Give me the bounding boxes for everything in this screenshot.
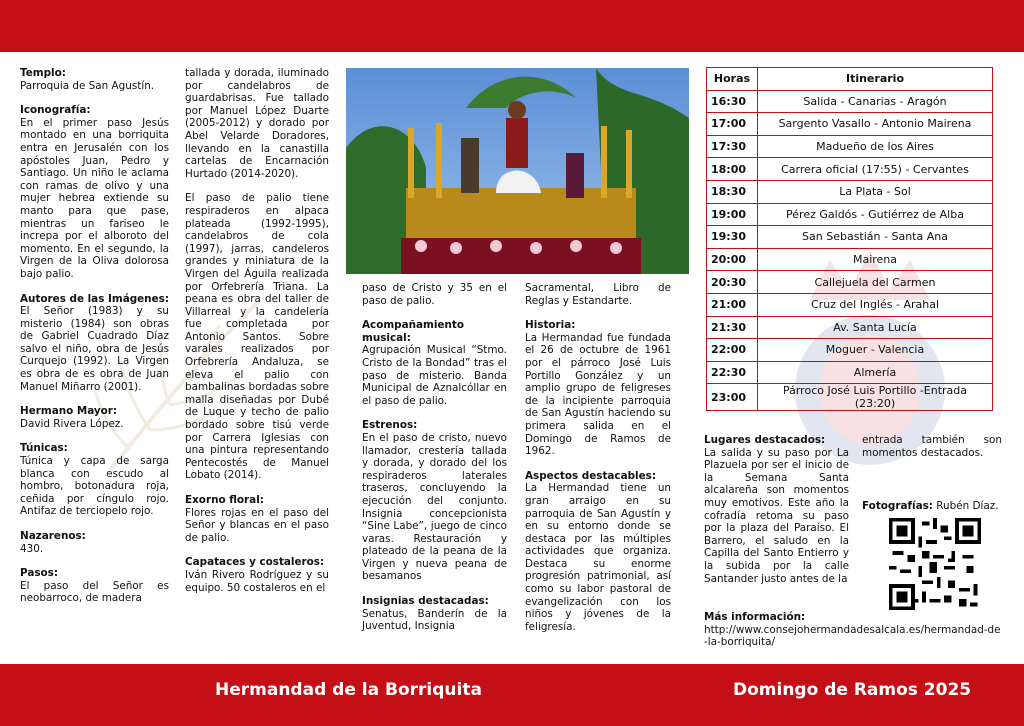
tunicas-section bbox=[20, 442, 169, 518]
table-row bbox=[707, 293, 993, 316]
exorno-text: Flores rojas en el paso del Señor y blancas en el paso de palio. bbox=[185, 506, 329, 544]
table-row bbox=[707, 226, 993, 249]
historia-heading: Historia: bbox=[525, 319, 576, 332]
footer-date-title: Domingo de Ramos 2025 bbox=[733, 680, 972, 700]
lugares-text: La salida y su paso por La Plazuela por ser el inicio de la Semana Santa alcalareña son momentos muy emotivos. Este año la cofradía retoma su paso por la plaza del Paraíso. El Barrero, el saludo en la Capilla del Santo Entierro y la subida por la calle Santander justo antes de la bbox=[704, 446, 849, 585]
lugar-cell: San Sebastián - Santa Ana bbox=[758, 226, 993, 249]
table-row bbox=[707, 361, 993, 384]
lugar-cell: Salida - Canarias - Aragón bbox=[758, 90, 993, 113]
hora-cell: 17:00 bbox=[707, 113, 758, 136]
table-row bbox=[707, 158, 993, 181]
column-1 bbox=[20, 67, 169, 617]
column-3 bbox=[362, 282, 507, 645]
hora-cell: 18:30 bbox=[707, 180, 758, 203]
hora-cell: 22:30 bbox=[707, 361, 758, 384]
tunicas-heading: Túnicas: bbox=[20, 442, 68, 455]
hermano-mayor-section bbox=[20, 405, 169, 430]
pasos-text: El paso del Señor es neobarroco, de madera bbox=[20, 579, 169, 605]
lugar-cell: Pérez Galdós - Gutiérrez de Alba bbox=[758, 203, 993, 226]
column-4 bbox=[525, 282, 671, 645]
itinerary-table bbox=[706, 67, 993, 411]
lugar-cell: Sargento Vasallo - Antonio Mairena bbox=[758, 113, 993, 136]
nazarenos-text: 430. bbox=[20, 542, 44, 555]
hora-cell: 18:00 bbox=[707, 158, 758, 181]
templo-section bbox=[20, 67, 169, 92]
iconografia-heading: Iconografía: bbox=[20, 104, 91, 117]
lugar-cell: Párroco José Luis Portillo -Entrada (23:20) bbox=[758, 384, 993, 411]
footer-hermandad-title: Hermandad de la Borriquita bbox=[215, 680, 482, 700]
mas-informacion-link[interactable]: http://www.consejohermandadesalcala.es/hermandad-de-la-borriquita/ bbox=[704, 623, 1001, 649]
mas-informacion-heading: Más información: bbox=[704, 611, 806, 623]
qr-code-icon[interactable] bbox=[889, 518, 981, 610]
pasos-section bbox=[20, 567, 169, 605]
aspectos-text: La Hermandad tiene un gran arraigo en su parroquia de San Agustín y en su entorno donde se destaca por las múltiples actividades que organiza. Destaca su enorme progresión patrimonial, así como su labor pastoral de evangelización con los niños y jóvenes de la feligresía. bbox=[525, 482, 671, 633]
table-row bbox=[707, 203, 993, 226]
costaleros-continued-text: paso de Cristo y 35 en el paso de palio. bbox=[362, 282, 507, 307]
templo-text: Parroquia de San Agustín. bbox=[20, 79, 155, 92]
lugares-section bbox=[704, 434, 849, 585]
table-row bbox=[707, 271, 993, 294]
table-row bbox=[707, 90, 993, 113]
mas-informacion-section bbox=[704, 611, 1004, 649]
nazarenos-section bbox=[20, 530, 169, 555]
lugar-cell: Moguer - Valencia bbox=[758, 339, 993, 362]
hora-cell: 23:00 bbox=[707, 384, 758, 411]
hora-cell: 22:00 bbox=[707, 339, 758, 362]
iconografia-section bbox=[20, 104, 169, 280]
palio-text: El paso de palio tiene respiraderos en alpaca plateada (1992-1995), candelabros de cola (1997), jarras, candeleros grandes y miniatura de la Virgen del Águila realizada por Orfebrería Triana. La peana es obra del taller de Villarreal y la candelería fue completada por Antonio Santos. Sobre varales realizados por Orfebrería Andaluza, se eleva el palio con bambalinas bordadas sobre malla diseñadas por Dubé de Luque y techo de palio bordado sobre tisú verde por Carrera Iglesias con una pintura representando Pentecostés de Manuel Lobato (2014). bbox=[185, 192, 329, 482]
table-row bbox=[707, 180, 993, 203]
hora-cell: 19:00 bbox=[707, 203, 758, 226]
lugares-heading: Lugares destacados: bbox=[704, 434, 826, 446]
hora-cell: 19:30 bbox=[707, 226, 758, 249]
insignias-section bbox=[362, 595, 507, 633]
fotografias-credit bbox=[862, 500, 1002, 513]
capataces-text: Iván Rivero Rodríguez y su equipo. 50 costaleros en el bbox=[185, 568, 329, 594]
iconografia-text: En el primer paso Jesús montado en una borriquita entra en Jerusalén con los apóstoles Juan, Pedro y Santiago. Un niño le aclama con ramas de olivo y una mujer hebrea extiende su manto para que pase, mientras un fariseo le increpa por el alboroto del momento. En el segundo, la Virgen de la Oliva dolorosa bajo palio. bbox=[20, 116, 169, 280]
lugares-continued bbox=[862, 434, 1002, 459]
estrenos-text: En el paso de cristo, nuevo llamador, crestería tallada y dorada, y dorado del los respiraderos laterales traseros, concluyendo la ejecución del conjunto. Insignia concepcionista “Sine Labe”, juego de cinco varas. Restauración y plateado de la peana de la Virgen y nueva peana de besamanos bbox=[362, 431, 507, 583]
historia-text: La Hermandad fue fundada el 26 de octubre de 1961 por el párroco José Luis Portillo González y un amplio grupo de feligreses de la incipiente parroquia de San Agustín haciendo su primera salida en el Domingo de Ramos de 1962. bbox=[525, 331, 671, 458]
capataces-section bbox=[185, 556, 329, 594]
autores-text: El Señor (1983) y su misterio (1984) son obras de Gabriel Cuadrado Díaz salvo el niño, obra de Jesús Curquejo (1992). La Virgen es obra de es obra de Juan Manuel Miñarro (2001). bbox=[20, 305, 169, 393]
hora-cell: 16:30 bbox=[707, 90, 758, 113]
tunicas-text: Túnica y capa de sarga blanca con escudo al hombro, botonadura roja, ceñida por cíngulo rojo. Antifaz de terciopelo rojo. bbox=[20, 455, 169, 518]
hermano-mayor-heading: Hermano Mayor: bbox=[20, 405, 118, 418]
table-row bbox=[707, 384, 993, 411]
acompanamiento-text: Agrupación Musical “Stmo. Cristo de la Bondad” tras el paso de misterio. Banda Municipal de Aznalcóllar en el paso de palio. bbox=[362, 344, 507, 407]
estrenos-section bbox=[362, 419, 507, 583]
aspectos-section bbox=[525, 470, 671, 634]
exorno-section bbox=[185, 494, 329, 544]
hora-cell: 21:00 bbox=[707, 293, 758, 316]
lugar-cell: Cruz del Inglés - Arahal bbox=[758, 293, 993, 316]
acompanamiento-heading: Acompañamiento musical: bbox=[362, 319, 464, 344]
capataces-heading: Capataces y costaleros: bbox=[185, 556, 325, 569]
pasos-continued-text: tallada y dorada, iluminado por candelabros de guardabrisas. Fue tallado por Manuel López Duarte (2005-2012) y dorado por Abel Velarde Doradores, llevando en la canastilla cartelas de Encarnación Hurtado (2014-2020). bbox=[185, 67, 329, 180]
insignias-heading: Insignias destacadas: bbox=[362, 595, 489, 608]
autores-heading: Autores de las Imágenes: bbox=[20, 292, 169, 305]
fotografias-author: Rubén Díaz. bbox=[936, 500, 999, 512]
aspectos-heading: Aspectos destacables: bbox=[525, 469, 656, 482]
itinerary-header-row bbox=[707, 68, 993, 91]
table-row bbox=[707, 339, 993, 362]
hermano-mayor-text: David Rivera López. bbox=[20, 417, 124, 430]
lugar-cell: Almería bbox=[758, 361, 993, 384]
column-2 bbox=[185, 67, 329, 606]
acompanamiento-section bbox=[362, 319, 507, 407]
hora-cell: 21:30 bbox=[707, 316, 758, 339]
hora-cell: 20:30 bbox=[707, 271, 758, 294]
lugares-continued-text: entrada también son momentos destacados. bbox=[862, 434, 1002, 459]
table-row bbox=[707, 135, 993, 158]
table-row bbox=[707, 113, 993, 136]
horas-header: Horas bbox=[707, 68, 758, 91]
procession-photo bbox=[346, 68, 689, 274]
exorno-heading: Exorno floral: bbox=[185, 494, 264, 506]
nazarenos-heading: Nazarenos: bbox=[20, 530, 86, 542]
lugar-cell: Madueño de los Aires bbox=[758, 135, 993, 158]
templo-heading: Templo: bbox=[20, 67, 66, 79]
pasos-heading: Pasos: bbox=[20, 567, 59, 580]
top-red-band bbox=[0, 0, 1024, 52]
insignias-text: Senatus, Banderín de la Juventud, Insignia bbox=[362, 607, 507, 633]
lugar-cell: Av. Santa Lucía bbox=[758, 316, 993, 339]
insignias-continued-text: Sacramental, Libro de Reglas y Estandarte. bbox=[525, 282, 671, 307]
autores-section bbox=[20, 293, 169, 394]
table-row bbox=[707, 248, 993, 271]
lugar-cell: Callejuela del Carmen bbox=[758, 271, 993, 294]
hora-cell: 20:00 bbox=[707, 248, 758, 271]
lugar-cell: La Plata - Sol bbox=[758, 180, 993, 203]
fotografias-heading: Fotografías: bbox=[862, 500, 933, 512]
itinerario-header: Itinerario bbox=[758, 68, 993, 91]
lugar-cell: Mairena bbox=[758, 248, 993, 271]
historia-section bbox=[525, 319, 671, 458]
hora-cell: 17:30 bbox=[707, 135, 758, 158]
table-row bbox=[707, 316, 993, 339]
lugar-cell: Carrera oficial (17:55) - Cervantes bbox=[758, 158, 993, 181]
estrenos-heading: Estrenos: bbox=[362, 419, 418, 432]
